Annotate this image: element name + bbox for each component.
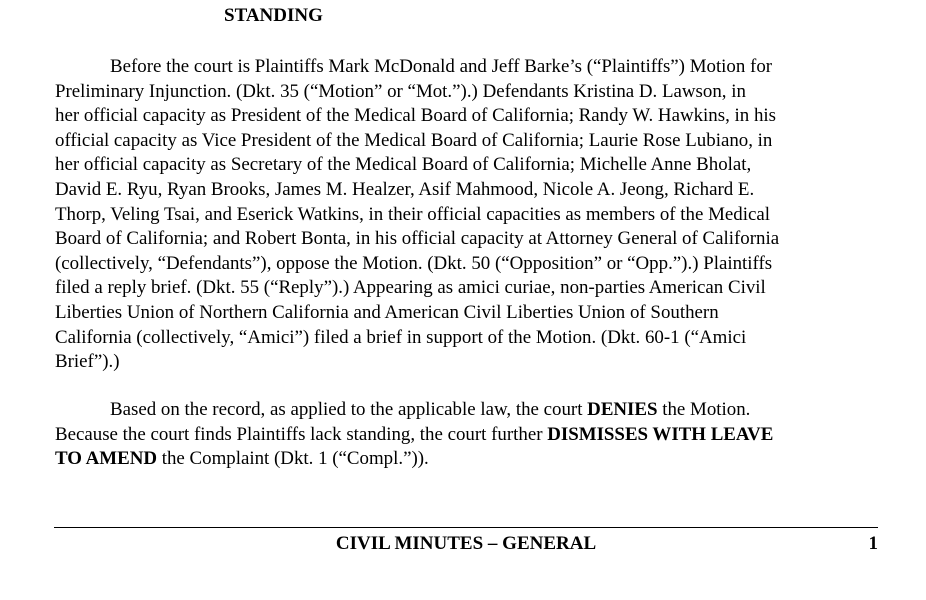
- paragraph-ruling: [55, 398, 883, 472]
- paragraph-line: filed a reply brief. (Dkt. 55 (“Reply”).) Appearing as amici curiae, non-parties American Civil: [55, 277, 766, 299]
- paragraph-line: (collectively, “Defendants”), oppose the Motion. (Dkt. 50 (“Opposition” or “Opp.”).) Plaintiffs: [55, 252, 773, 274]
- ruling-to-amend: TO AMEND: [55, 448, 157, 470]
- paragraph-line: California (collectively, “Amici”) filed a brief in support of the Motion. (Dkt. 60-1 (“Amici: [55, 326, 747, 348]
- paragraph-line: Preliminary Injunction. (Dkt. 35 (“Motion” or “Mot.”).) Defendants Kristina D. Lawson, in: [55, 80, 746, 102]
- paragraph-line: Board of California; and Robert Bonta, in his official capacity at Attorney General of California: [55, 228, 780, 250]
- footer-divider: [54, 527, 878, 528]
- paragraph-line: official capacity as Vice President of the Medical Board of California; Laurie Rose Lubiano, in: [55, 129, 773, 151]
- ruling-text: Based on the record, as applied to the applicable law, the court: [110, 399, 588, 420]
- paragraph-line: her official capacity as Secretary of the Medical Board of California; Michelle Anne Bholat,: [55, 154, 752, 176]
- paragraph-line: David E. Ryu, Ryan Brooks, James M. Healzer, Asif Mahmood, Nicole A. Jeong, Richard E.: [55, 178, 755, 200]
- ruling-line-3: [55, 447, 883, 472]
- ruling-line-2: [55, 423, 883, 448]
- ruling-denies: DENIES: [587, 399, 658, 420]
- paragraph-line: Liberties Union of Northern California and American Civil Liberties Union of Southern: [55, 301, 719, 323]
- ruling-text: the Motion.: [657, 399, 751, 420]
- paragraph-line: Before the court is Plaintiffs Mark McDonald and Jeff Barke’s (“Plaintiffs”) Motion for: [110, 56, 773, 77]
- ruling-dismisses: DISMISSES WITH LEAVE: [547, 423, 774, 445]
- footer-title: CIVIL MINUTES – GENERAL: [335, 533, 597, 554]
- paragraph-line: Brief”).): [55, 351, 120, 373]
- paragraph-intro: [55, 55, 883, 375]
- ruling-text: Because the court finds Plaintiffs lack standing, the court further: [55, 423, 548, 445]
- paragraph-line: Thorp, Veling Tsai, and Eserick Watkins, in their official capacities as members of the Medical: [55, 203, 770, 225]
- ruling-text: the Complaint (Dkt. 1 (“Compl.”)).: [157, 448, 429, 470]
- section-heading: STANDING: [224, 5, 323, 26]
- paragraph-line: her official capacity as President of the Medical Board of California; Randy W. Hawkins, in his: [55, 105, 776, 127]
- page-number: 1: [868, 533, 878, 554]
- ruling-line-1: [55, 398, 883, 423]
